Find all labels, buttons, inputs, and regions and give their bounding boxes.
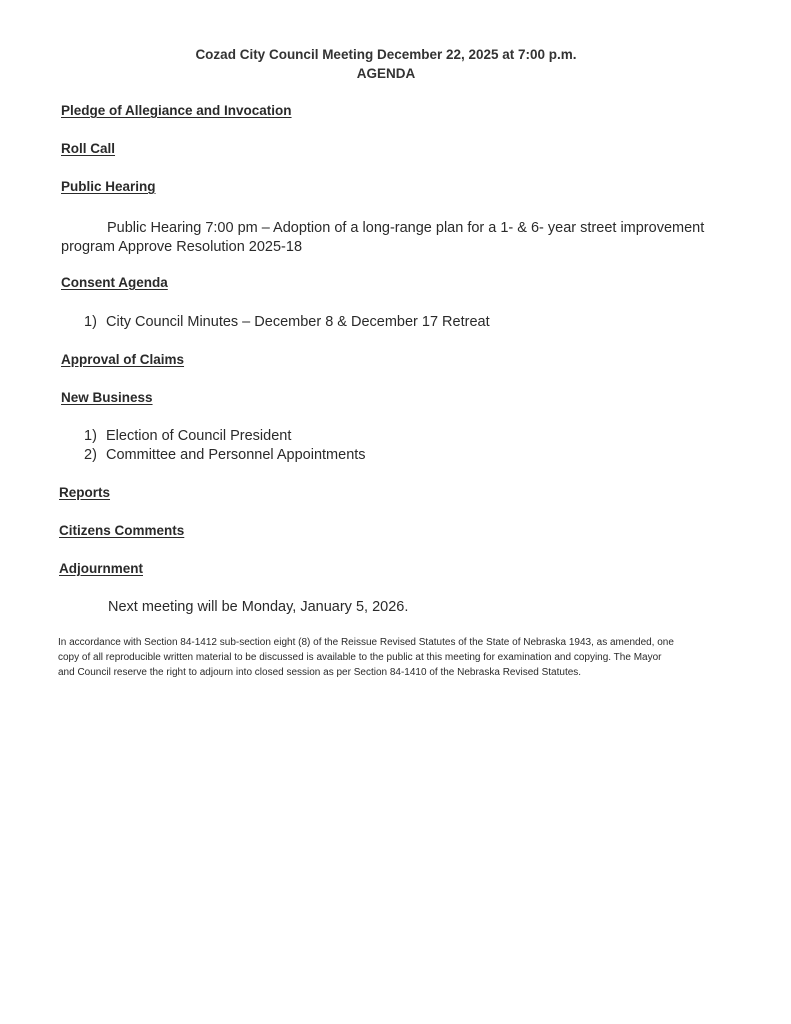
section-approval-of-claims: Approval of Claims <box>61 352 185 367</box>
public-hearing-line-1: Public Hearing 7:00 pm – Adoption of a long-range plan for a 1- & 6- year street improvement <box>107 220 705 236</box>
list-item-number: 1) <box>84 428 97 444</box>
meeting-title: Cozad City Council Meeting December 22, 2025 at 7:00 p.m. <box>195 47 577 62</box>
list-item-text: City Council Minutes – December 8 & December 17 Retreat <box>106 314 490 330</box>
list-item-number: 2) <box>84 447 97 463</box>
list-item <box>84 428 291 444</box>
list-item-text: Committee and Personnel Appointments <box>106 447 366 463</box>
section-reports: Reports <box>59 485 111 500</box>
section-new-business: New Business <box>61 390 153 405</box>
section-pledge: Pledge of Allegiance and Invocation <box>61 103 292 118</box>
section-adjournment: Adjournment <box>59 561 143 576</box>
public-hearing-line-2: program Approve Resolution 2025-18 <box>61 239 303 255</box>
legal-notice-line-1: In accordance with Section 84-1412 sub-section eight (8) of the Reissue Revised Statutes of the State of Nebraska 1943, as amended, one <box>58 637 674 648</box>
list-item-number: 1) <box>84 314 97 330</box>
list-item <box>84 314 490 330</box>
agenda-heading: AGENDA <box>356 66 416 81</box>
legal-notice-line-2: copy of all reproducible written material to be discussed is available to the public at this meeting for examination and copying. The Mayor <box>58 652 662 663</box>
list-item <box>84 447 366 463</box>
section-roll-call: Roll Call <box>61 141 116 156</box>
section-public-hearing: Public Hearing <box>61 179 156 194</box>
section-citizens-comments: Citizens Comments <box>59 523 185 538</box>
section-consent-agenda: Consent Agenda <box>61 275 168 290</box>
list-item-text: Election of Council President <box>106 428 292 444</box>
legal-notice-line-3: and Council reserve the right to adjourn into closed session as per Section 84-1410 of the Nebraska Revised Statutes. <box>58 667 582 678</box>
next-meeting-text: Next meeting will be Monday, January 5, 2026. <box>108 599 409 615</box>
